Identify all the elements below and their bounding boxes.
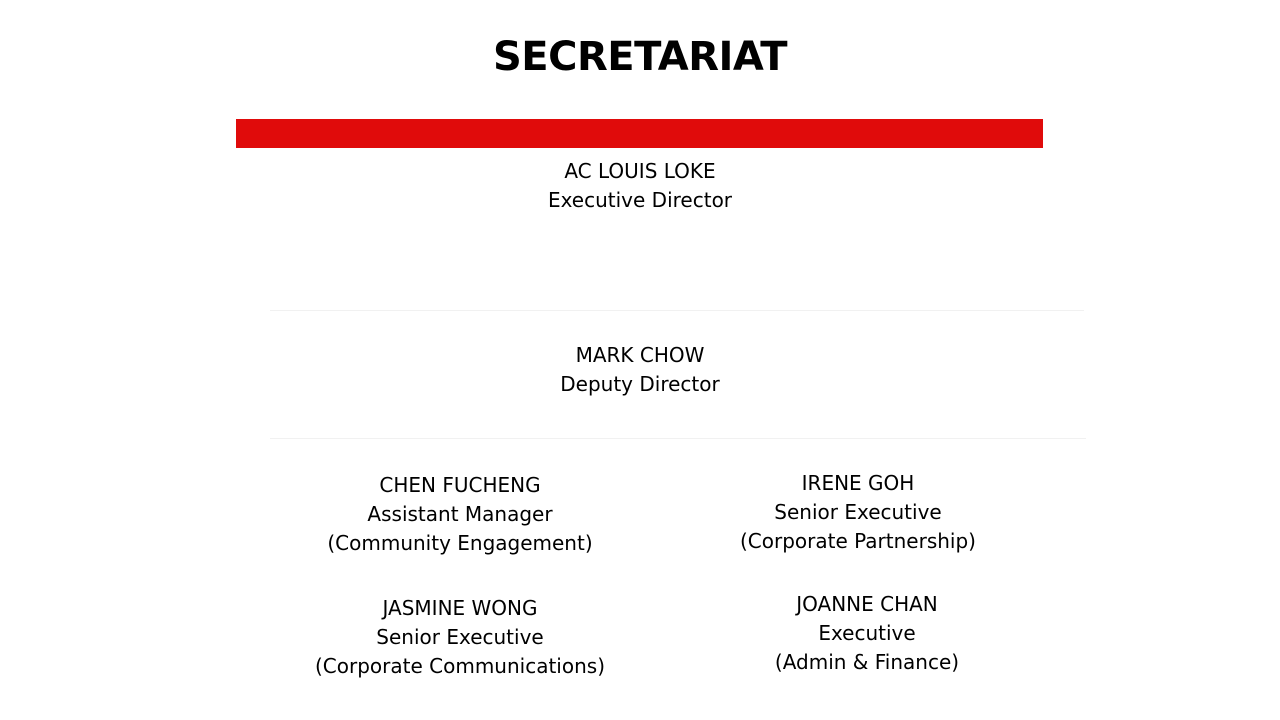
person-card-jasmine xyxy=(260,594,660,681)
person-card-chen xyxy=(260,471,660,558)
person-unit: (Community Engagement) xyxy=(327,531,593,555)
person-card-director xyxy=(440,157,840,215)
person-unit: (Corporate Communications) xyxy=(315,654,605,678)
person-role: Assistant Manager xyxy=(367,502,553,526)
person-card-joanne xyxy=(667,590,1067,677)
person-card-deputy xyxy=(440,341,840,399)
page-title: SECRETARIAT xyxy=(492,34,788,80)
person-unit: (Admin & Finance) xyxy=(774,650,960,674)
person-unit: (Corporate Partnership) xyxy=(740,529,976,553)
person-name: CHEN FUCHENG xyxy=(379,473,541,497)
person-name: MARK CHOW xyxy=(575,343,705,367)
person-name: JASMINE WONG xyxy=(382,596,538,620)
person-name: JOANNE CHAN xyxy=(796,592,938,616)
header-accent-bar xyxy=(236,119,1043,148)
divider xyxy=(270,310,1084,311)
person-role: Executive Director xyxy=(547,188,733,212)
person-role: Executive xyxy=(818,621,916,645)
person-name: IRENE GOH xyxy=(801,471,915,495)
divider xyxy=(270,438,1086,439)
person-role: Senior Executive xyxy=(376,625,544,649)
person-card-irene xyxy=(658,469,1058,556)
person-role: Deputy Director xyxy=(560,372,720,396)
person-name: AC LOUIS LOKE xyxy=(564,159,716,183)
person-role: Senior Executive xyxy=(774,500,942,524)
